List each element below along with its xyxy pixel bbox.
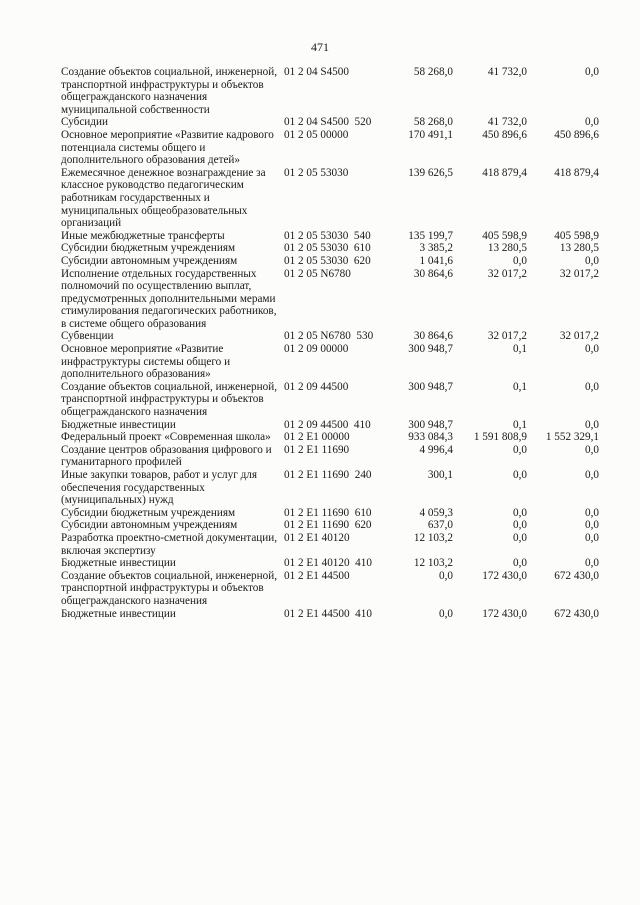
row-value-3: 0,0 [585,469,599,481]
table-row [61,469,621,507]
row-value-3: 672 430,0 [554,569,599,582]
table-row [61,66,621,116]
row-value-3: 0,0 [585,418,599,431]
row-code: 01 2 05 53030 610 [284,242,371,255]
table-row [61,557,621,570]
row-name: Создание объектов социальной, инженерной, транспортной инфраструктуры и объектов общегражданского назначения [61,380,278,419]
row-value-1: 58 268,0 [413,116,453,129]
row-code: 01 2 04 S4500 [284,66,349,78]
row-value-2: 0,0 [513,254,527,267]
row-value-1: 300 948,7 [408,380,453,393]
row-value-1: 0,0 [439,607,453,620]
row-code: 01 2 E1 44500 410 [284,607,372,620]
row-value-1: 300,1 [427,469,453,481]
row-value-3: 13 280,5 [559,242,599,255]
row-value-3: 1 552 329,1 [545,431,599,444]
row-value-2: 172 430,0 [482,607,527,620]
row-value-3: 405 598,9 [554,229,599,242]
row-value-3: 0,0 [585,343,599,356]
row-name: Создание центров образования цифрового и гуманитарного профилей [61,443,272,469]
row-value-2: 0,1 [513,418,527,431]
row-value-2: 13 280,5 [487,242,527,255]
row-code: 01 2 09 44500 [284,380,349,393]
row-code: 01 2 05 00000 [284,128,349,141]
row-value-2: 0,1 [513,380,527,393]
table-row [61,116,621,129]
row-value-1: 300 948,7 [408,343,453,356]
row-code: 01 2 05 53030 620 [284,254,371,267]
row-name: Создание объектов социальной, инженерной, транспортной инфраструктуры и объектов общегражданского назначения [61,569,278,607]
row-value-2: 0,0 [513,519,527,532]
row-value-2: 0,0 [513,531,527,544]
row-value-1: 0,0 [439,569,453,582]
table-row [61,570,621,608]
row-value-3: 0,0 [585,116,599,129]
row-name: Федеральный проект «Современная школа» [61,431,271,444]
row-value-1: 58 268,0 [413,66,453,78]
row-value-3: 0,0 [585,66,599,78]
row-value-1: 30 864,6 [413,267,453,280]
row-value-2: 0,0 [513,443,527,456]
row-value-1: 139 626,5 [408,166,453,179]
row-name: Бюджетные инвестиции [61,557,176,570]
row-code: 01 2 E1 40120 [284,531,350,544]
table-row [61,343,621,381]
row-value-3: 0,0 [585,557,599,570]
row-name: Субсидии бюджетным учреждениям [61,242,236,255]
row-value-2: 1 591 808,9 [473,431,527,444]
row-code: 01 2 05 N6780 [284,267,351,280]
row-value-2: 405 598,9 [482,229,527,242]
row-value-1: 3 385,2 [419,242,453,255]
table-row [61,330,621,343]
row-value-2: 0,1 [513,343,527,356]
row-value-2: 32 017,2 [487,267,527,280]
table-row [61,419,621,432]
table-row [61,532,621,557]
row-value-1: 12 103,2 [413,557,453,570]
table-row [61,129,621,167]
row-value-2: 172 430,0 [482,569,527,582]
row-code: 01 2 05 N6780 530 [284,330,374,343]
row-code: 01 2 E1 11690 620 [284,519,372,532]
row-value-3: 450 896,6 [554,128,599,141]
row-code: 01 2 E1 11690 [284,443,350,456]
row-value-2: 418 879,4 [482,166,527,179]
table-row [61,444,621,469]
table-row [61,255,621,268]
row-value-1: 4 059,3 [419,506,453,519]
row-code: 01 2 05 53030 [284,166,349,179]
row-value-1: 30 864,6 [413,330,453,343]
row-value-1: 170 491,1 [408,128,453,141]
table-row [61,381,621,419]
table-row [61,507,621,520]
row-value-2: 0,0 [513,557,527,570]
row-name: Субсидии бюджетным учреждениям [61,506,236,519]
page-number: 471 [311,40,329,54]
row-name: Исполнение отдельных государственных полномочий по осуществлению выплат, предусмотренных дополнительными мерами стимулирования педагогических работников, в системе общего образования [61,267,277,330]
budget-table [61,66,621,620]
row-name: Субсидии автономным учреждениям [61,254,238,267]
row-code: 01 2 05 53030 540 [284,229,371,242]
row-name: Основное мероприятие «Развитие инфраструктуры системы общего и дополнительного образования» [61,343,231,381]
table-row [61,167,621,230]
table-row [61,519,621,532]
row-value-2: 41 732,0 [487,66,527,78]
row-value-3: 0,0 [585,506,599,519]
row-value-3: 418 879,4 [554,166,599,179]
row-name: Бюджетные инвестиции [61,607,176,620]
row-value-2: 0,0 [513,506,527,519]
row-value-2: 450 896,6 [482,128,527,141]
row-value-2: 41 732,0 [487,116,527,129]
row-value-3: 0,0 [585,254,599,267]
row-value-1: 933 084,3 [408,431,453,444]
table-row [61,431,621,444]
row-code: 01 2 E1 11690 240 [284,469,372,481]
row-value-3: 0,0 [585,519,599,532]
row-code: 01 2 E1 00000 [284,431,350,444]
row-name: Иные закупки товаров, работ и услуг для обеспечения государственных (муниципальных) нужд [61,469,258,507]
row-code: 01 2 09 00000 [284,343,349,356]
row-name: Основное мероприятие «Развитие кадрового потенциала системы общего и дополнительного образования детей» [61,128,274,167]
row-value-1: 135 199,7 [408,229,453,242]
row-value-1: 300 948,7 [408,418,453,431]
row-name: Субвенции [61,330,114,343]
row-name: Ежемесячное денежное вознаграждение за классное руководство педагогическим работникам государственных и муниципальных общеобразовательных организаций [61,166,266,230]
table-row [61,608,621,621]
row-name: Бюджетные инвестиции [61,418,176,431]
row-value-2: 32 017,2 [487,330,527,343]
row-name: Субсидии автономным учреждениям [61,519,238,532]
table-row [61,230,621,243]
row-value-3: 672 430,0 [554,607,599,620]
row-name: Иные межбюджетные трансферты [61,229,225,242]
row-value-1: 637,0 [427,519,453,532]
row-name: Разработка проектно-сметной документации, включая экспертизу [61,531,278,557]
row-name: Создание объектов социальной, инженерной, транспортной инфраструктуры и объектов общегражданского назначения муниципальной собственности [61,66,278,116]
row-name: Субсидии [61,116,108,129]
row-code: 01 2 E1 40120 410 [284,557,372,570]
row-value-3: 0,0 [585,380,599,393]
row-code: 01 2 E1 11690 610 [284,506,372,519]
row-value-1: 1 041,6 [419,254,453,267]
row-code: 01 2 E1 44500 [284,569,350,582]
row-value-3: 0,0 [585,443,599,456]
table-row [61,268,621,331]
row-code: 01 2 09 44500 410 [284,418,371,431]
row-value-1: 12 103,2 [413,531,453,544]
table-row [61,242,621,255]
row-code: 01 2 04 S4500 520 [284,116,372,129]
row-value-3: 0,0 [585,531,599,544]
row-value-3: 32 017,2 [559,267,599,280]
row-value-3: 32 017,2 [559,330,599,343]
row-value-1: 4 996,4 [419,443,453,456]
row-value-2: 0,0 [513,469,527,481]
